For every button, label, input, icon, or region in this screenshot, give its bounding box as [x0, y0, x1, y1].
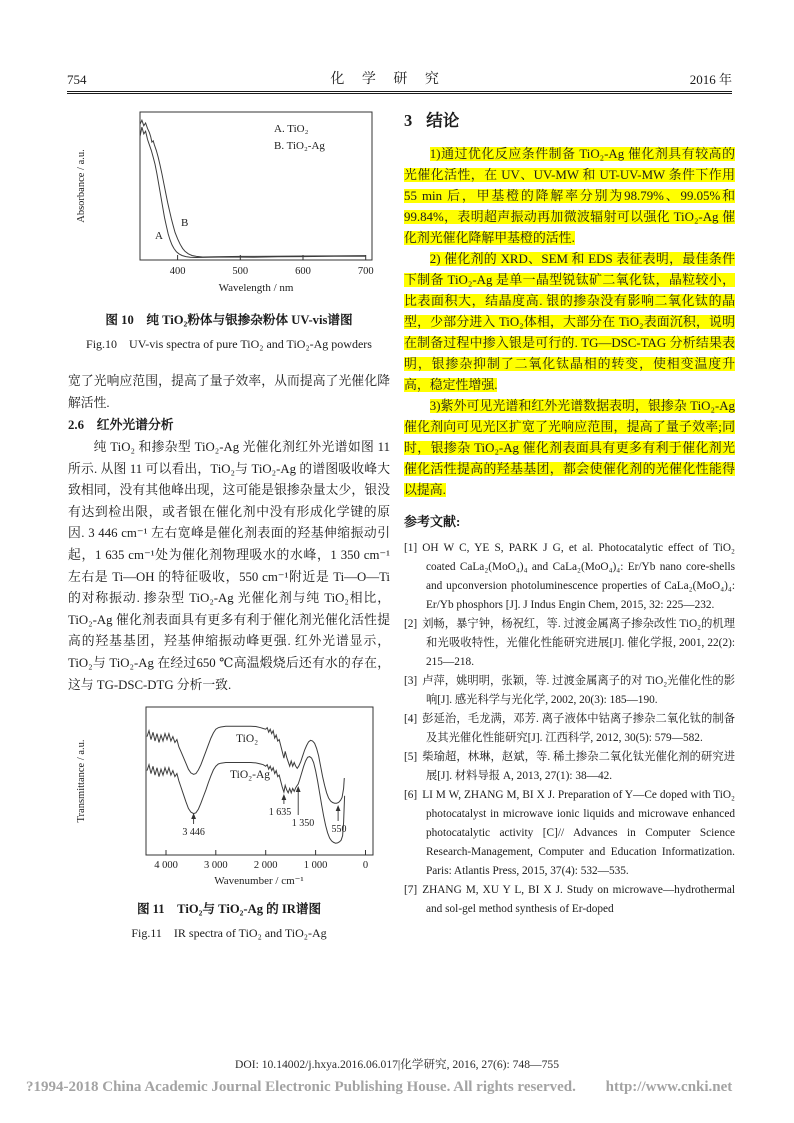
header-year: 2016 年 — [689, 72, 732, 87]
copyright-text: ?1994-2018 China Academic Journal Electronic Publishing House. All rights reserved. — [26, 1079, 576, 1095]
reference-text: 柴瑜超，林琳，赵斌，等. 稀土掺杂二氧化钛光催化剂的研究进展[J]. 材料导报 A, 2013, 27(1): 38—42. — [422, 751, 735, 782]
fig10-caption-en: Fig.10 UV-vis spectra of pure TiO₂ and TiO₂-Ag powders — [86, 336, 372, 351]
fig10-y-axis-label: Absorbance / a.u. — [76, 149, 87, 223]
fig11-annotation-1350: 1 350 — [291, 818, 315, 830]
fig10-x-tick: 700 — [357, 266, 374, 277]
reference-number: [5] — [404, 751, 418, 763]
fig11-series-label-tio2: TiO₂ — [236, 733, 259, 746]
reference-text: 彭延治，毛龙满，邓芳. 离子液体中钴离子掺杂二氧化钛的制备及其光催化性能研究[J]. 江西科学, 2012, 30(5): 579—582. — [422, 713, 735, 744]
section-number: 3 — [404, 111, 413, 130]
reference-number: [7] — [404, 884, 418, 896]
fig11-annotation-550: 550 — [331, 824, 347, 836]
reference-number: [2] — [404, 618, 418, 630]
reference-item-6 — [404, 786, 735, 881]
reference-item-1 — [404, 539, 735, 615]
fig11-x-tick: 4 000 — [154, 860, 178, 872]
section-heading-conclusions — [404, 110, 735, 131]
reference-item-7 — [404, 881, 735, 919]
reference-number: [6] — [404, 789, 418, 801]
fig11-caption-zh: 图 11 TiO₂与 TiO₂-Ag 的 IR谱图 — [136, 902, 322, 917]
fig11-y-axis-label: Transmittance / a.u. — [76, 739, 87, 823]
fig10-x-axis-label: Wavelength / nm — [218, 282, 294, 294]
reference-text: OH W C, YE S, PARK J G, et al. Photocatalytic effect of TiO₂ coated CaLa₂(MoO₄)₄ and CaLa₂(MoO₄)₄: Er/Yb nano core-shells and upconversion photoluminescence properties of CaLa₂(MoO₄)₄: Er/Yb phosphors [J]. J Indus Engin Chem, 2015, 32: 225—232. — [422, 542, 735, 611]
doi-line: DOI: 10.14002/j.hxya.2016.06.017|化学研究, 2016, 27(6): 748—755 — [234, 1058, 560, 1071]
reference-item-4 — [404, 710, 735, 748]
references-heading: 参考文献: — [404, 514, 461, 529]
figure-11-ir-chart — [68, 703, 390, 895]
reference-text: ZHANG M, XU Y L, BI X J. Study on microwave—hydrothermal and sol-gel method synthesis of Er-doped — [422, 884, 735, 915]
fig10-caption-zh: 图 10 纯 TiO₂粉体与银掺杂粉体 UV-vis谱图 — [105, 313, 353, 327]
journal-title: 化 学 研 究 — [330, 72, 446, 87]
highlighted-text: 2) 催化剂的 XRD、SEM 和 EDS 表征表明，最佳条件下制备 TiO₂-Ag 是单一晶型锐钛矿二氧化钛，晶粒较小，比表面积大，结晶度高. 银的掺杂没有影响二氧化钛的晶型，少部分进入 TiO₂体相，大部分在 TiO₂表面沉积，说明在制备过程中掺入银是可行的. TG—DSC-TAG 分析结果表明，银掺杂抑制了二氧化钛晶相的转变，使相变温度升高，稳定性增强. — [404, 252, 735, 392]
fig10-plot-frame — [140, 112, 372, 260]
reference-text: 卢萍，姚明明，张颖，等. 过渡金属离子的对 TiO₂光催化性的影响[J]. 感光科学与光化学, 2002, 20(3): 185—190. — [422, 675, 735, 706]
conclusion-paragraph-3 — [404, 396, 735, 501]
fig11-x-axis-label: Wavenumber / cm⁻¹ — [214, 875, 304, 888]
fig11-annotation-1635: 1 635 — [268, 807, 292, 819]
reference-number: [4] — [404, 713, 418, 725]
reference-number: [3] — [404, 675, 418, 687]
cnki-url-link[interactable]: http://www.cnki.net — [605, 1079, 733, 1095]
fig11-x-tick: 0 — [362, 860, 369, 872]
conclusion-paragraph-2 — [404, 249, 735, 396]
paragraph-continuation: 宽了光响应范围，提高了量子效率，从而提高了光催化降解活性. — [68, 374, 390, 410]
fig11-x-tick: 1 000 — [303, 860, 328, 872]
fig10-legend-entry-a: A. TiO₂ — [274, 123, 309, 135]
reference-text: LI M W, ZHANG M, BI X J. Preparation of Y—Ce doped with TiO₂ photocatalyst in microwave ionic liquids and microwave enhanced photocatalytic activity [C]// Advances in Computer Science Research-Management, Computer and Education Informatization. Paris: Atlantis Press, 2015, 37(4): 532—535. — [422, 789, 735, 877]
fig10-legend-entry-b: B. TiO₂-Ag — [274, 140, 325, 152]
fig10-x-tick: 500 — [232, 266, 249, 277]
fig11-x-tick: 2 000 — [253, 860, 278, 872]
page-number: 754 — [67, 72, 87, 87]
fig11-series-label-tio2-ag: TiO₂-Ag — [230, 769, 271, 782]
highlighted-text: 3)紫外可见光谱和红外光谱数据表明，银掺杂 TiO₂-Ag 催化剂向可见光区扩宽了光响应范围，提高了量子效率;同时，银掺杂 TiO₂-Ag 催化剂表面具有更多有利于催化剂光催化活性提高的羟基基团，都会使催化剂的光催化性能得以提高. — [404, 399, 735, 497]
fig10-curve-label-b: B — [181, 217, 189, 229]
fig11-x-tick: 3 000 — [203, 860, 228, 872]
fig10-curve-tio2-ag — [140, 120, 366, 257]
fig10-curve-tio2 — [140, 127, 366, 257]
fig10-x-tick: 400 — [169, 266, 186, 277]
subsection-heading-2-6: 2.6 红外光谱分析 — [68, 418, 174, 433]
reference-item-3 — [404, 672, 735, 710]
conclusion-paragraph-1 — [404, 144, 735, 249]
reference-item-5 — [404, 748, 735, 786]
reference-item-2 — [404, 615, 735, 672]
right-column — [404, 106, 735, 919]
left-column — [68, 106, 390, 944]
reference-number: [1] — [404, 542, 418, 554]
copyright-watermark — [26, 1079, 732, 1096]
figure-10-uv-vis-chart — [68, 106, 390, 306]
fig10-curve-label-a: A — [155, 230, 163, 242]
fig11-annotation-3446: 3 446 — [182, 827, 205, 839]
page-header — [67, 66, 732, 94]
highlighted-text: 1)通过优化反应条件制备 TiO₂-Ag 催化剂具有较高的光催化活性，在 UV、UV-MW 和 UT-UV-MW 条件下作用 55 min 后，甲基橙的降解率分别为98.79%、99.05%和 99.84%，表明超声振动再加微波辐射可以强化 TiO₂-Ag 催化剂光催化降解甲基橙的活性. — [404, 147, 735, 245]
reference-text: 刘畅，暴宁钟，杨祝红，等. 过渡金属离子掺杂改性 TiO₂的机理和光吸收特性，光催化性能研究进展[J]. 催化学报, 2001, 22(2): 215—218. — [422, 618, 735, 668]
fig10-x-tick: 600 — [295, 266, 311, 277]
paragraph-ir-analysis: 纯 TiO₂ 和掺杂型 TiO₂-Ag 光催化剂红外光谱如图 11 所示. 从图 11 可以看出，TiO₂与 TiO₂-Ag 的谱图吸收峰大致相同，没有其他峰出现，这可能是银掺杂量太少，银没有达到检出限，或者银在催化剂中没有形成化学键的原因. 3 446 cm⁻¹ 左右宽峰是催化剂表面的羟基伸缩振动引起，1 635 cm⁻¹处为催化剂物理吸水的水峰，1 350 cm⁻¹ 左右是 Ti—OH 的特征吸收，550 cm⁻¹附近是 Ti—O—Ti 的对称振动. 掺杂型 TiO₂-Ag 光催化剂与纯 TiO₂相比，TiO₂-Ag 催化剂表面具有更多有利于催化剂光催化活性提高的羟基基团，羟基伸缩振动峰更强. 红外光谱显示，TiO₂与 TiO₂-Ag 在经过650 ℃高温煅烧后还有水的存在，这与 TG-DSC-DTG 分析一致. — [68, 439, 390, 692]
section-title: 结论 — [426, 111, 460, 130]
fig11-caption-en: Fig.11 IR spectra of TiO₂ and TiO₂-Ag — [131, 925, 327, 940]
